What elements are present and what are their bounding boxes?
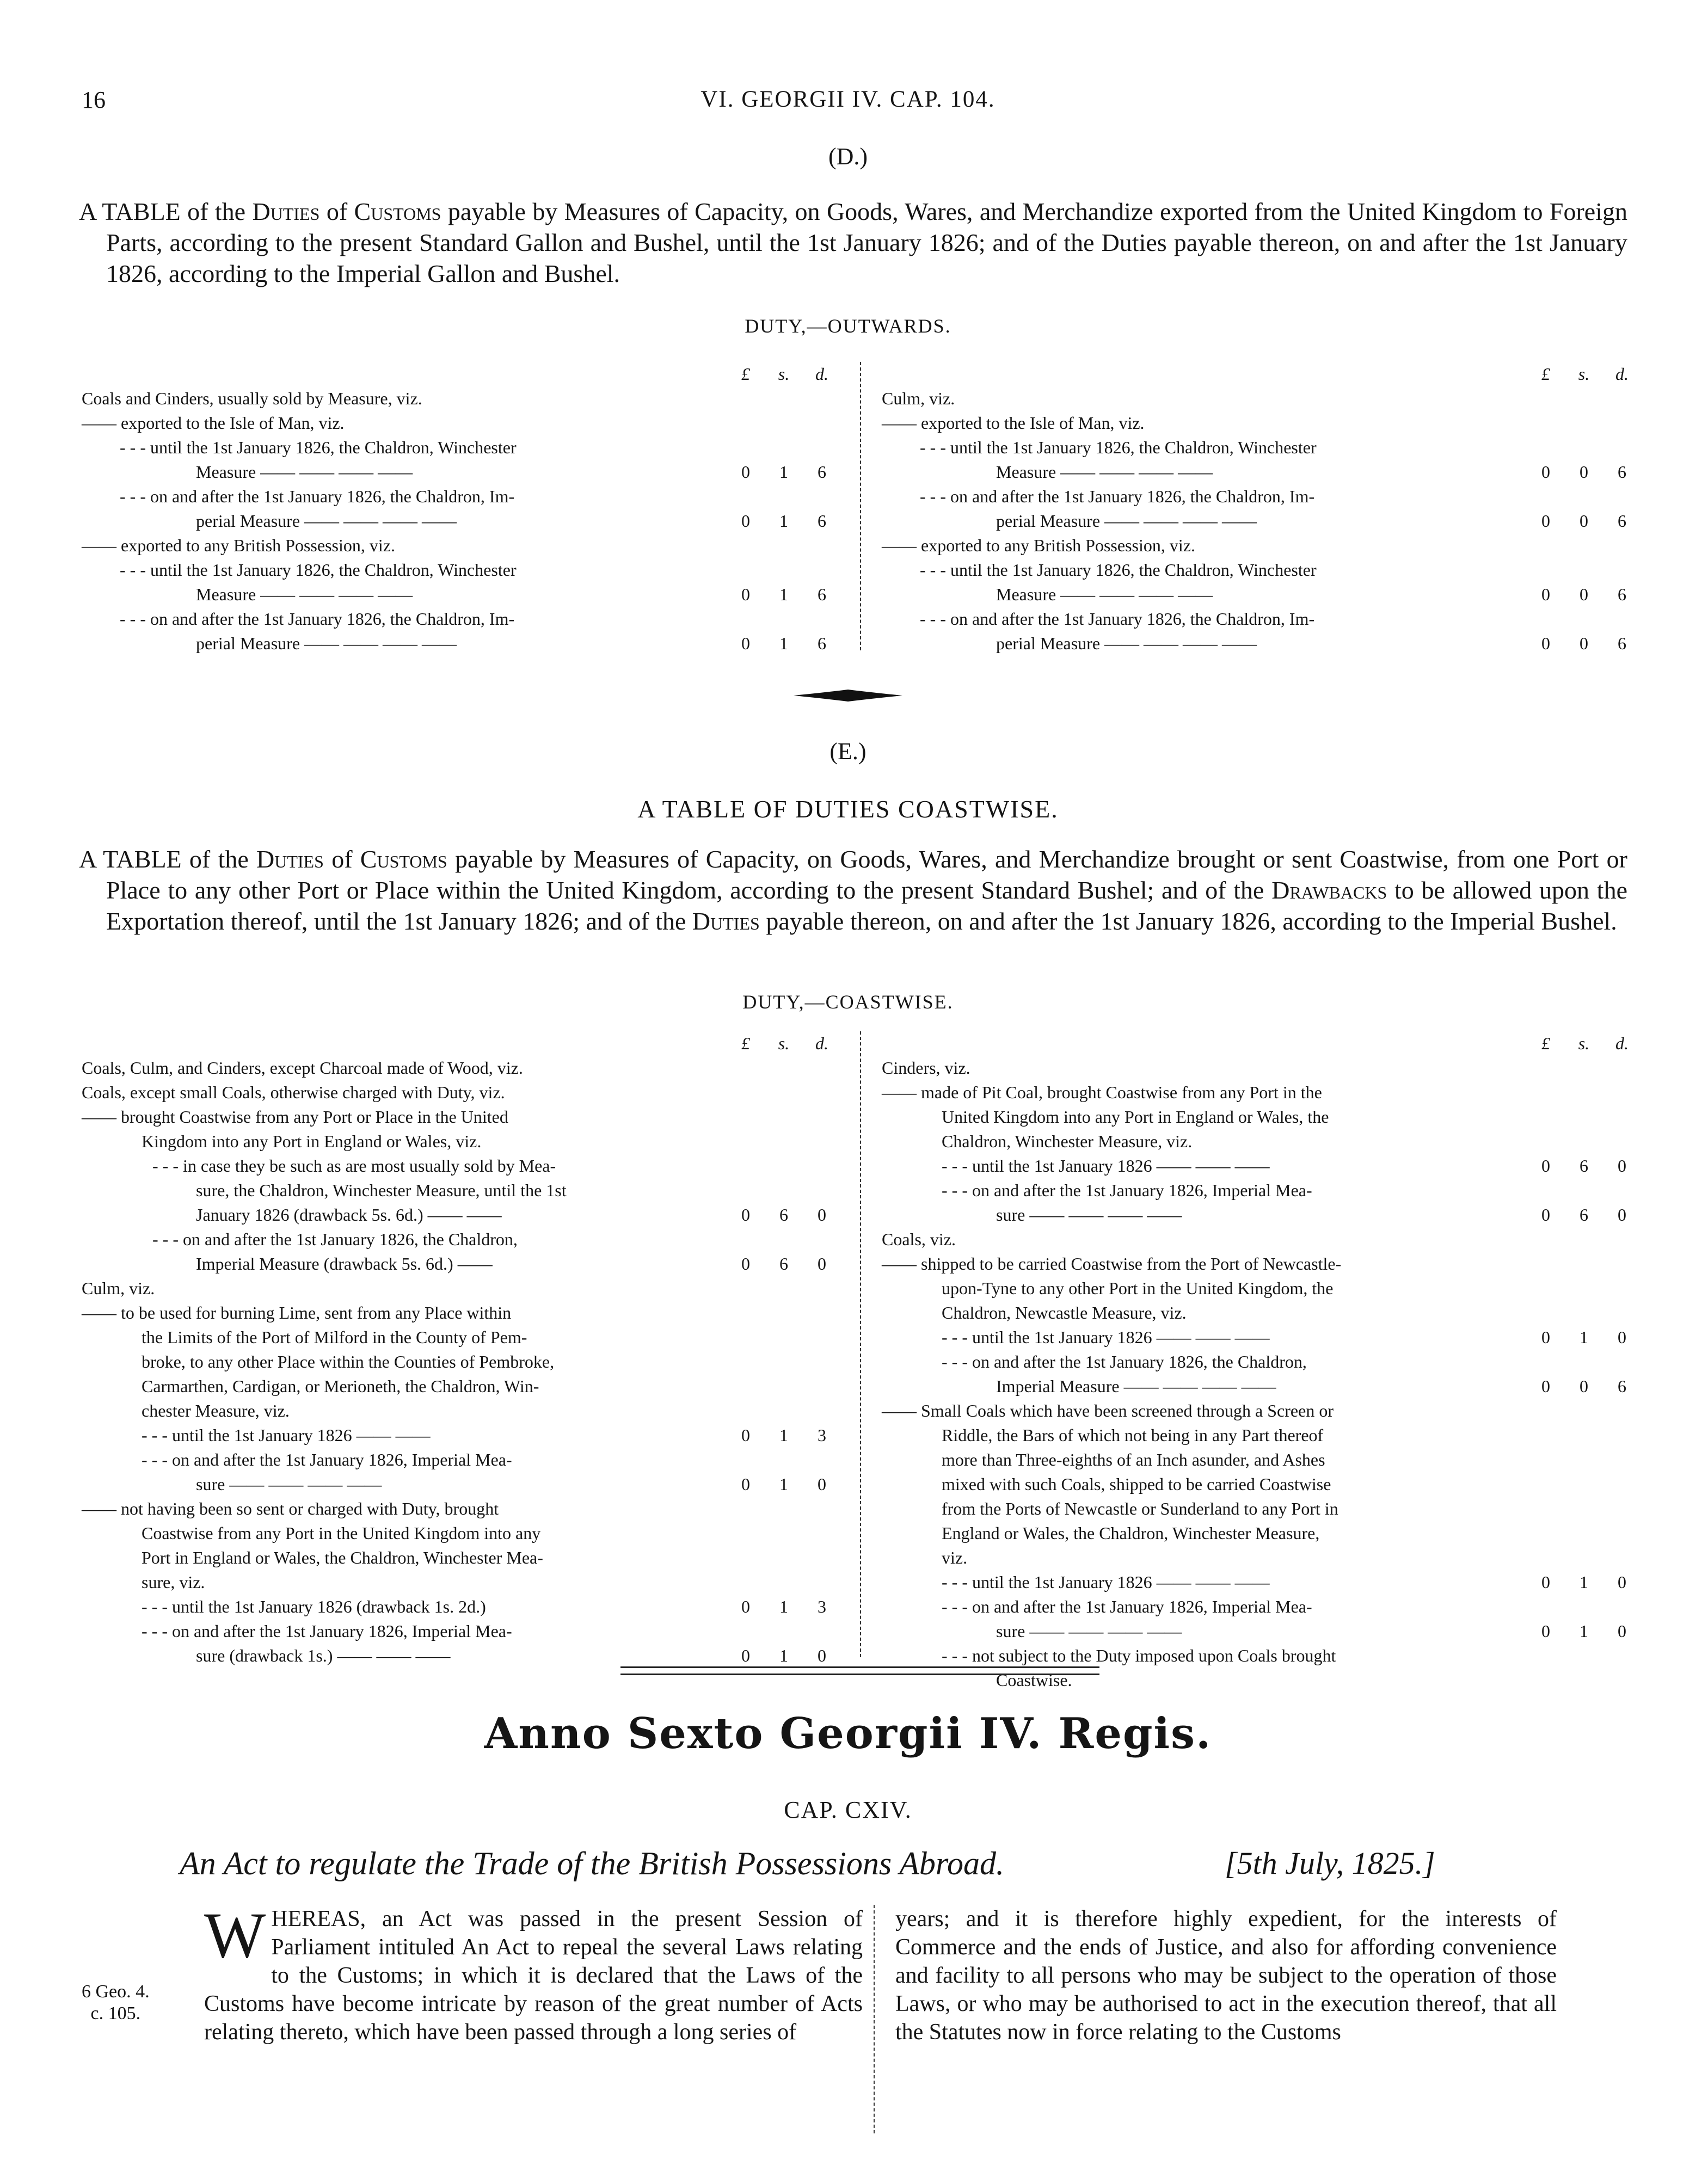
row-amount <box>1524 582 1638 607</box>
table-row <box>82 1472 838 1497</box>
table-row <box>882 1399 1638 1423</box>
pence-value: 0 <box>1618 1156 1626 1176</box>
pence-value: 6 <box>818 511 826 531</box>
table-row <box>82 1644 838 1668</box>
coastwise-left-column <box>82 1031 838 1668</box>
double-rule <box>620 1666 1099 1675</box>
intro-rest-3: payable thereon, on and after the 1st January 1826, according to the Imperial Bushel. <box>759 907 1617 935</box>
pence-value: 0 <box>818 1474 826 1494</box>
act-body-left-text: HEREAS, an Act was passed in the present Session of Parliament intituled An Act to repeal the several Laws relating to the Customs; in which it is declared that the Laws of the Customs have become intricate by reason of the great number of Acts relating thereto, which have been passed through a long series of <box>204 1906 863 2045</box>
table-row <box>882 1546 1638 1570</box>
intro-drawbacks: Drawbacks <box>1271 876 1387 904</box>
pounds-value: 0 <box>741 1205 750 1225</box>
intro-mid: of <box>319 198 354 225</box>
table-row <box>82 1203 838 1227</box>
intro-duties: Duties <box>252 198 320 225</box>
row-amount <box>724 1595 838 1619</box>
act-title: An Act to regulate the Trade of the British Possessions Abroad. <box>180 1845 1004 1881</box>
section-e-title: A TABLE OF DUTIES COASTWISE. <box>637 795 1059 823</box>
outwards-right-column <box>882 362 1638 656</box>
pounds-value: 0 <box>1541 1376 1550 1396</box>
table-row <box>82 1399 838 1423</box>
table-row <box>82 1325 838 1350</box>
intro-duties: Duties <box>256 845 324 873</box>
row-amount <box>724 582 838 607</box>
pence-value: 6 <box>818 633 826 653</box>
table-row <box>82 1521 838 1546</box>
pence-value: 3 <box>818 1597 826 1616</box>
pounds-value: 0 <box>1541 1327 1550 1347</box>
intro-prefix: A TABLE of the <box>79 198 253 225</box>
section-d-intro <box>79 196 1627 289</box>
row-text: perial Measure —— —— —— —— <box>196 511 457 531</box>
row-text: from the Ports of Newcastle or Sunderland to any Port in <box>942 1499 1338 1518</box>
row-text: - - - until the 1st January 1826, the Chaldron, Winchester <box>920 438 1317 457</box>
row-text: - - - until the 1st January 1826, the Chaldron, Winchester <box>920 560 1317 580</box>
pounds-value: 0 <box>1541 585 1550 604</box>
shillings-value: 6 <box>779 1205 788 1225</box>
pounds-value: 0 <box>1541 462 1550 482</box>
table-row <box>82 1619 838 1644</box>
table-row <box>82 460 838 484</box>
pounds-header: £ <box>1541 364 1550 384</box>
row-text: perial Measure —— —— —— —— <box>196 633 457 653</box>
pounds-value: 0 <box>741 1425 750 1445</box>
row-text: - - - until the 1st January 1826 —— —— —— <box>942 1572 1270 1592</box>
table-row <box>882 1619 1638 1644</box>
table-row <box>882 1129 1638 1154</box>
page-number: 16 <box>82 87 106 113</box>
row-amount <box>1524 1570 1638 1595</box>
table-row <box>882 558 1638 582</box>
row-text: more than Three-eighths of an Inch asunder, and Ashes <box>942 1450 1325 1469</box>
row-amount <box>1524 631 1638 656</box>
row-text: - - - on and after the 1st January 1826, the Chaldron, <box>942 1352 1307 1371</box>
ornament-divider <box>794 687 902 704</box>
section-d-label: (D.) <box>828 143 868 170</box>
intro-rest-1: payable by Measures of Capacity, on Goods, Wares, and Merchandize brought or sent Coastwise, from one Port or Place to any other Port or Place within the United Kingdom, according to the present Standard Bushel; and of the <box>106 845 1627 904</box>
table-row <box>882 1570 1638 1595</box>
shillings-value: 1 <box>779 633 788 653</box>
row-text: Culm, viz. <box>82 1278 155 1298</box>
table-row <box>882 1252 1638 1276</box>
anno-heading: Anno Sexto Georgii IV. Regis. <box>484 1709 1212 1758</box>
pence-value: 0 <box>1618 1621 1626 1641</box>
table-row <box>82 435 838 460</box>
table-row <box>882 1301 1638 1325</box>
table-row <box>882 1056 1638 1080</box>
row-text: - - - in case they be such as are most usually sold by Mea- <box>152 1156 556 1176</box>
section-e-label: (E.) <box>829 738 867 765</box>
row-text: viz. <box>942 1548 968 1567</box>
shillings-header: s. <box>1578 1033 1590 1053</box>
table-row <box>82 1374 838 1399</box>
shillings-header: s. <box>1578 364 1590 384</box>
money-header-row <box>882 1031 1638 1056</box>
pounds-value: 0 <box>1541 1156 1550 1176</box>
row-text: —— Small Coals which have been screened through a Screen or <box>882 1401 1334 1420</box>
row-text: Imperial Measure —— —— —— —— <box>996 1376 1276 1396</box>
shillings-value: 1 <box>779 511 788 531</box>
pence-value: 0 <box>818 1205 826 1225</box>
row-text: sure —— —— —— —— <box>996 1621 1182 1641</box>
row-text: United Kingdom into any Port in England or Wales, the <box>942 1107 1329 1127</box>
row-text: Chaldron, Newcastle Measure, viz. <box>942 1303 1187 1322</box>
shillings-value: 6 <box>1580 1156 1588 1176</box>
row-text: January 1826 (drawback 5s. 6d.) —— —— <box>196 1205 502 1225</box>
row-text: the Limits of the Port of Milford in the County of Pem- <box>142 1327 527 1347</box>
table-row <box>882 1423 1638 1448</box>
table-row <box>882 1325 1638 1350</box>
table-row <box>882 1178 1638 1203</box>
row-amount <box>1524 1619 1638 1644</box>
act-body-right-text: years; and it is therefore highly expedient, for the interests of Commerce and the ends of Justice, and also for affording convenience and facility to all persons who may be subject to the operation of those Laws, or who may be authorised to act in the execution thereof, that all the Statutes now in force relating to the Customs <box>895 1906 1557 2045</box>
row-text: Coals, except small Coals, otherwise charged with Duty, viz. <box>82 1082 505 1102</box>
table-row <box>82 607 838 631</box>
row-text: Riddle, the Bars of which not being in any Part thereof <box>942 1425 1324 1445</box>
row-text: - - - until the 1st January 1826, the Chaldron, Winchester <box>120 438 517 457</box>
table-row <box>882 607 1638 631</box>
row-text: - - - on and after the 1st January 1826, the Chaldron, Im- <box>120 487 515 506</box>
table-row <box>82 411 838 435</box>
table-row <box>882 1276 1638 1301</box>
row-text: - - - on and after the 1st January 1826, the Chaldron, Im- <box>120 609 515 629</box>
intro-prefix: A TABLE of the <box>79 845 257 873</box>
row-text: England or Wales, the Chaldron, Winchester Measure, <box>942 1523 1320 1543</box>
row-text: Measure —— —— —— —— <box>196 462 413 482</box>
row-amount <box>1524 1325 1638 1350</box>
row-text: Carmarthen, Cardigan, or Merioneth, the Chaldron, Win- <box>142 1376 539 1396</box>
shillings-value: 1 <box>779 1425 788 1445</box>
row-text: perial Measure —— —— —— —— <box>996 633 1257 653</box>
row-text: sure —— —— —— —— <box>196 1474 382 1494</box>
row-text: - - - on and after the 1st January 1826, Imperial Mea- <box>142 1450 512 1469</box>
coastwise-right-column <box>882 1031 1638 1693</box>
pounds-value: 0 <box>741 1254 750 1274</box>
row-amount <box>724 1472 838 1497</box>
table-row <box>882 411 1638 435</box>
row-text: chester Measure, viz. <box>142 1401 290 1420</box>
table-row <box>82 484 838 509</box>
table-row <box>82 1080 838 1105</box>
pence-value: 6 <box>1618 511 1626 531</box>
pence-value: 6 <box>1618 585 1626 604</box>
column-divider <box>860 1031 861 1657</box>
table-row <box>82 558 838 582</box>
row-text: - - - until the 1st January 1826 —— —— —— <box>942 1327 1270 1347</box>
pence-header: d. <box>1615 364 1629 384</box>
pounds-value: 0 <box>741 462 750 482</box>
shillings-value: 1 <box>1580 1621 1588 1641</box>
pounds-value: 0 <box>1541 1572 1550 1592</box>
column-divider <box>860 362 861 650</box>
margin-note <box>82 1981 150 2025</box>
row-text: —— exported to any British Possession, viz. <box>882 536 1195 555</box>
row-text: —— shipped to be carried Coastwise from the Port of Newcastle- <box>882 1254 1342 1274</box>
row-amount <box>724 1644 838 1668</box>
row-text: Measure —— —— —— —— <box>996 462 1213 482</box>
row-text: broke, to any other Place within the Counties of Pembroke, <box>142 1352 555 1371</box>
table-row <box>82 1154 838 1178</box>
pounds-value: 0 <box>1541 511 1550 531</box>
pence-header: d. <box>1615 1033 1629 1053</box>
row-text: —— exported to any British Possession, viz. <box>82 536 395 555</box>
pence-value: 0 <box>818 1254 826 1274</box>
act-body-right <box>895 1905 1557 2046</box>
row-text: - - - on and after the 1st January 1826, the Chaldron, Im- <box>920 609 1315 629</box>
pence-value: 6 <box>818 585 826 604</box>
row-text: —— exported to the Isle of Man, viz. <box>82 413 345 433</box>
row-text: Port in England or Wales, the Chaldron, Winchester Mea- <box>142 1548 543 1567</box>
pounds-header: £ <box>741 1033 750 1053</box>
pence-value: 6 <box>818 462 826 482</box>
section-e-intro <box>79 844 1627 937</box>
table-row <box>82 386 838 411</box>
pence-value: 6 <box>1618 633 1626 653</box>
table-row <box>882 1595 1638 1619</box>
drop-cap: W <box>204 1899 266 1971</box>
table-row <box>82 1595 838 1619</box>
table-row <box>882 1448 1638 1472</box>
table-row <box>882 1154 1638 1178</box>
row-text: Kingdom into any Port in England or Wales, viz. <box>142 1131 482 1151</box>
outwards-right-rows <box>882 386 1638 656</box>
row-text: —— not having been so sent or charged with Duty, brought <box>82 1499 499 1518</box>
row-amount <box>724 1203 838 1227</box>
table-row <box>882 509 1638 533</box>
table-row <box>82 1570 838 1595</box>
row-amount <box>724 1252 838 1276</box>
table-row <box>882 460 1638 484</box>
table-row <box>82 1423 838 1448</box>
pence-value: 0 <box>1618 1205 1626 1225</box>
pounds-value: 0 <box>741 1597 750 1616</box>
table-row <box>882 435 1638 460</box>
table-row <box>882 1472 1638 1497</box>
shillings-value: 1 <box>1580 1572 1588 1592</box>
row-amount <box>1524 1203 1638 1227</box>
column-divider <box>874 1905 875 2133</box>
shillings-header: s. <box>778 1033 790 1053</box>
table-row <box>882 631 1638 656</box>
shillings-value: 1 <box>779 1597 788 1616</box>
pence-header: d. <box>815 364 828 384</box>
row-text: Coastwise from any Port in the United Kingdom into any <box>142 1523 541 1543</box>
shillings-value: 0 <box>1580 585 1588 604</box>
row-text: perial Measure —— —— —— —— <box>996 511 1257 531</box>
table-row <box>882 1227 1638 1252</box>
pence-value: 0 <box>818 1646 826 1665</box>
pounds-value: 0 <box>1541 1205 1550 1225</box>
row-text: - - - on and after the 1st January 1826, the Chaldron, <box>152 1229 518 1249</box>
row-text: - - - until the 1st January 1826 —— —— <box>142 1425 431 1445</box>
row-amount <box>724 460 838 484</box>
shillings-header: s. <box>778 364 790 384</box>
chapter-number: CAP. CXIV. <box>784 1797 912 1823</box>
row-text: sure, viz. <box>142 1572 205 1592</box>
shillings-value: 1 <box>779 1646 788 1665</box>
table-row <box>82 533 838 558</box>
table-row <box>882 1080 1638 1105</box>
shillings-value: 1 <box>779 1474 788 1494</box>
row-text: - - - on and after the 1st January 1826, Imperial Mea- <box>142 1621 512 1641</box>
row-text: Measure —— —— —— —— <box>196 585 413 604</box>
table-row <box>82 1350 838 1374</box>
table-heading-outwards: DUTY,—OUTWARDS. <box>745 315 951 337</box>
table-row <box>82 1497 838 1521</box>
row-amount <box>724 631 838 656</box>
table-row <box>82 509 838 533</box>
table-heading-coastwise: DUTY,—COASTWISE. <box>742 991 954 1013</box>
row-text: —— to be used for burning Lime, sent from any Place within <box>82 1303 512 1322</box>
row-amount <box>724 509 838 533</box>
pounds-header: £ <box>741 364 750 384</box>
table-row <box>82 1227 838 1252</box>
table-row <box>82 631 838 656</box>
row-text: - - - on and after the 1st January 1826, the Chaldron, Im- <box>920 487 1315 506</box>
intro-customs: Customs <box>354 198 441 225</box>
intro-mid: of <box>323 845 360 873</box>
pounds-value: 0 <box>741 511 750 531</box>
pounds-value: 0 <box>1541 633 1550 653</box>
table-row <box>82 1252 838 1276</box>
row-text: - - - on and after the 1st January 1826, Imperial Mea- <box>942 1597 1312 1616</box>
table-row <box>882 1203 1638 1227</box>
shillings-value: 6 <box>779 1254 788 1274</box>
row-text: mixed with such Coals, shipped to be carried Coastwise <box>942 1474 1331 1494</box>
pounds-header: £ <box>1541 1033 1550 1053</box>
pence-value: 0 <box>1618 1572 1626 1592</box>
row-text: sure —— —— —— —— <box>996 1205 1182 1225</box>
intro-rest-2: to be allowed upon the Exportation thereof, until the 1st January 1826; and of the <box>106 876 1627 935</box>
row-text: Coals, Culm, and Cinders, except Charcoal made of Wood, viz. <box>82 1058 523 1078</box>
pounds-value: 0 <box>1541 1621 1550 1641</box>
table-row <box>882 484 1638 509</box>
row-amount <box>1524 1154 1638 1178</box>
shillings-value: 1 <box>779 585 788 604</box>
row-text: Measure —— —— —— —— <box>996 585 1213 604</box>
table-row <box>82 1105 838 1129</box>
row-amount <box>1524 509 1638 533</box>
pounds-value: 0 <box>741 1474 750 1494</box>
row-amount <box>1524 1374 1638 1399</box>
table-row <box>82 1546 838 1570</box>
row-amount <box>724 1423 838 1448</box>
table-row <box>882 1105 1638 1129</box>
row-text: sure, the Chaldron, Winchester Measure, until the 1st <box>196 1180 567 1200</box>
shillings-value: 0 <box>1580 511 1588 531</box>
act-date: [5th July, 1825.] <box>1225 1845 1435 1881</box>
running-title: VI. GEORGII IV. CAP. 104. <box>700 87 996 112</box>
row-text: —— made of Pit Coal, brought Coastwise from any Port in the <box>882 1082 1322 1102</box>
act-body-left <box>204 1899 863 2046</box>
row-text: Culm, viz. <box>882 389 955 408</box>
row-text: - - - until the 1st January 1826, the Chaldron, Winchester <box>120 560 517 580</box>
table-row <box>882 1497 1638 1521</box>
table-row <box>82 1178 838 1203</box>
row-text: - - - on and after the 1st January 1826, Imperial Mea- <box>942 1180 1312 1200</box>
coastwise-right-rows <box>882 1056 1638 1693</box>
pence-value: 0 <box>1618 1327 1626 1347</box>
table-row <box>882 582 1638 607</box>
table-row <box>882 1350 1638 1374</box>
row-amount <box>1524 460 1638 484</box>
row-text: Coastwise. <box>996 1670 1072 1690</box>
row-text: Cinders, viz. <box>882 1058 970 1078</box>
shillings-value: 0 <box>1580 633 1588 653</box>
intro-customs: Customs <box>360 845 447 873</box>
pounds-value: 0 <box>741 585 750 604</box>
outwards-left-column <box>82 362 838 656</box>
pence-value: 3 <box>818 1425 826 1445</box>
row-text: Imperial Measure (drawback 5s. 6d.) —— <box>196 1254 493 1274</box>
table-row <box>82 1056 838 1080</box>
row-text: - - - until the 1st January 1826 —— —— —— <box>942 1156 1270 1176</box>
margin-note-line-2: c. 105. <box>90 2003 141 2023</box>
table-row <box>82 1301 838 1325</box>
pence-value: 6 <box>1618 462 1626 482</box>
row-text: —— brought Coastwise from any Port or Place in the United <box>82 1107 508 1127</box>
table-row <box>882 1644 1638 1668</box>
row-text: Coals, viz. <box>882 1229 956 1249</box>
table-row <box>882 533 1638 558</box>
pence-header: d. <box>815 1033 828 1053</box>
row-text: sure (drawback 1s.) —— —— —— <box>196 1646 451 1665</box>
money-header-row <box>882 362 1638 386</box>
table-row <box>82 1448 838 1472</box>
table-row <box>82 1129 838 1154</box>
table-row <box>882 1374 1638 1399</box>
shillings-value: 1 <box>1580 1327 1588 1347</box>
money-header-row <box>82 1031 838 1056</box>
pounds-value: 0 <box>741 1646 750 1665</box>
shillings-value: 6 <box>1580 1205 1588 1225</box>
shillings-value: 1 <box>779 462 788 482</box>
margin-note-line-1: 6 Geo. 4. <box>82 1982 150 2002</box>
outwards-left-rows <box>82 386 838 656</box>
row-text: Chaldron, Winchester Measure, viz. <box>942 1131 1193 1151</box>
row-text: - - - not subject to the Duty imposed upon Coals brought <box>942 1646 1336 1665</box>
shillings-value: 0 <box>1580 462 1588 482</box>
table-row <box>82 582 838 607</box>
row-text: —— exported to the Isle of Man, viz. <box>882 413 1145 433</box>
row-text: upon-Tyne to any other Port in the United Kingdom, the <box>942 1278 1334 1298</box>
pence-value: 6 <box>1618 1376 1626 1396</box>
shillings-value: 0 <box>1580 1376 1588 1396</box>
money-header-row <box>82 362 838 386</box>
table-row <box>82 1276 838 1301</box>
intro-duties-2: Duties <box>692 907 760 935</box>
pounds-value: 0 <box>741 633 750 653</box>
table-row <box>882 1521 1638 1546</box>
row-text: Coals and Cinders, usually sold by Measure, viz. <box>82 389 422 408</box>
row-text: - - - until the 1st January 1826 (drawback 1s. 2d.) <box>142 1597 486 1616</box>
table-row <box>882 386 1638 411</box>
intro-rest: payable by Measures of Capacity, on Goods, Wares, and Merchandize exported from the United Kingdom to Foreign Parts, according to the present Standard Gallon and Bushel, until the 1st January 1826; and of the Duties payable thereon, on and after the 1st January 1826, according to the Imperial Gallon and Bushel. <box>106 198 1627 287</box>
coastwise-left-rows <box>82 1056 838 1668</box>
